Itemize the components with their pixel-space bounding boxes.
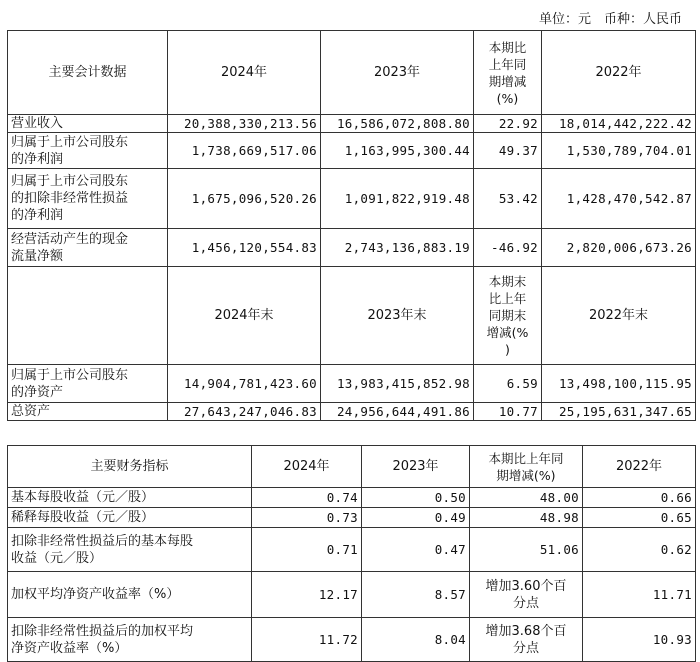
value-change <box>470 528 583 572</box>
row-label-line: 稀释每股收益（元／股） <box>11 510 155 525</box>
key-accounting-data-table <box>7 30 696 421</box>
row-label-line: 扣除非经常性损益后的加权平均 <box>11 623 194 639</box>
value-2023: 8.04 <box>362 618 470 662</box>
change-line: 51.06 <box>539 542 579 557</box>
value-change: -46.92 <box>474 229 542 267</box>
header-2024: 2024年 <box>168 31 321 115</box>
row-label <box>8 115 168 133</box>
value-change: 6.59 <box>474 365 542 403</box>
change-line: 48.98 <box>539 510 579 525</box>
value-2022: 18,014,442,222.42 <box>542 115 696 133</box>
row-label-line: 的净资产 <box>11 384 64 400</box>
value-2023: 0.47 <box>362 528 470 572</box>
value-2022: 0.62 <box>583 528 696 572</box>
value-2023: 2,743,136,883.19 <box>321 229 474 267</box>
table-row <box>8 508 696 528</box>
change-line: 分点 <box>512 595 539 611</box>
value-2024: 1,738,669,517.06 <box>168 133 321 169</box>
key-financial-indicators-table <box>7 445 696 662</box>
value-2023: 16,586,072,808.80 <box>321 115 474 133</box>
table-row <box>8 133 696 169</box>
unit-currency-note: 单位：元 币种：人民币 <box>538 12 682 27</box>
value-2023: 13,983,415,852.98 <box>321 365 474 403</box>
subheader-change-line: ) <box>505 342 510 357</box>
value-change <box>470 618 583 662</box>
row-label-line: 的扣除非经常性损益 <box>11 191 129 206</box>
row-label-line: 收益（元／股） <box>11 550 103 566</box>
subheader-2022: 2022年末 <box>542 267 696 365</box>
row-label-line: 营业收入 <box>11 116 64 131</box>
value-change: 49.37 <box>474 133 542 169</box>
table-row <box>8 403 696 421</box>
value-2024: 1,675,096,520.26 <box>168 169 321 229</box>
row-label-line: 总资产 <box>11 404 51 419</box>
value-change <box>470 572 583 618</box>
row-label-line: 归属于上市公司股东 <box>11 367 129 383</box>
row-label-line: 的净利润 <box>11 208 64 223</box>
header-2022: 2022年 <box>542 31 696 115</box>
row-label <box>8 618 252 662</box>
value-2024: 20,388,330,213.56 <box>168 115 321 133</box>
value-2023: 0.50 <box>362 488 470 508</box>
row-label <box>8 133 168 169</box>
value-2024: 11.72 <box>252 618 362 662</box>
row-label <box>8 488 252 508</box>
row-label-line: 归属于上市公司股东 <box>11 174 129 189</box>
value-2022: 10.93 <box>583 618 696 662</box>
value-2024: 0.74 <box>252 488 362 508</box>
row-label-line: 经营活动产生的现金 <box>11 231 129 247</box>
change-line: 48.00 <box>539 490 579 505</box>
table-row <box>8 169 696 229</box>
header-2024: 2024年 <box>252 446 362 488</box>
header-2023: 2023年 <box>362 446 470 488</box>
table-row <box>8 365 696 403</box>
header-change-line: 本期比上年同 <box>488 450 564 466</box>
subheader-change-line: 本期末 <box>488 274 527 289</box>
value-2023: 8.57 <box>362 572 470 618</box>
value-2022: 0.66 <box>583 488 696 508</box>
row-label <box>8 508 252 528</box>
value-2023: 0.49 <box>362 508 470 528</box>
change-line: 增加3.68个百 <box>485 623 567 639</box>
subheader-2024: 2024年末 <box>168 267 321 365</box>
subheader-2023: 2023年末 <box>321 267 474 365</box>
table2-header-row <box>8 446 696 488</box>
value-change <box>470 488 583 508</box>
value-2022: 25,195,631,347.65 <box>542 403 696 421</box>
header-label: 主要财务指标 <box>8 446 252 488</box>
value-2024: 0.71 <box>252 528 362 572</box>
value-change <box>470 508 583 528</box>
subheader-change-line: 比上年 <box>488 291 527 306</box>
header-change <box>474 31 542 115</box>
value-2022: 13,498,100,115.95 <box>542 365 696 403</box>
row-label-line: 基本每股收益（元／股） <box>11 490 155 505</box>
value-2024: 12.17 <box>252 572 362 618</box>
value-change: 22.92 <box>474 115 542 133</box>
value-2024: 14,904,781,423.60 <box>168 365 321 403</box>
value-2023: 24,956,644,491.86 <box>321 403 474 421</box>
value-2024: 1,456,120,554.83 <box>168 229 321 267</box>
value-change: 53.42 <box>474 169 542 229</box>
header-change-line: 上年同 <box>488 56 527 72</box>
value-2022: 0.65 <box>583 508 696 528</box>
row-label-line: 扣除非经常性损益后的基本每股 <box>11 533 194 549</box>
row-label <box>8 572 252 618</box>
header-change-line: 本期比 <box>488 39 527 55</box>
value-2024: 0.73 <box>252 508 362 528</box>
row-label <box>8 403 168 421</box>
subheader-label <box>8 267 168 365</box>
header-2023: 2023年 <box>321 31 474 115</box>
value-2023: 1,163,995,300.44 <box>321 133 474 169</box>
row-label <box>8 229 168 267</box>
row-label-line: 的净利润 <box>11 151 64 167</box>
value-2022: 1,530,789,704.01 <box>542 133 696 169</box>
row-label <box>8 365 168 403</box>
value-2024: 27,643,247,046.83 <box>168 403 321 421</box>
table-row <box>8 572 696 618</box>
row-label-line: 流量净额 <box>11 248 64 264</box>
row-label-line: 加权平均净资产收益率（%） <box>11 587 180 602</box>
table-row <box>8 618 696 662</box>
table-row <box>8 488 696 508</box>
change-line: 增加3.60个百 <box>485 578 567 594</box>
table1-subheader-row <box>8 267 696 365</box>
subheader-change <box>474 267 542 365</box>
value-2022: 1,428,470,542.87 <box>542 169 696 229</box>
table-row <box>8 229 696 267</box>
row-label <box>8 169 168 229</box>
value-2022: 2,820,006,673.26 <box>542 229 696 267</box>
row-label <box>8 528 252 572</box>
table1-header-row <box>8 31 696 115</box>
header-2022: 2022年 <box>583 446 696 488</box>
change-line: 分点 <box>512 640 539 656</box>
value-2023: 1,091,822,919.48 <box>321 169 474 229</box>
table-row <box>8 528 696 572</box>
row-label-line: 净资产收益率（%） <box>11 640 128 656</box>
header-change-line: 期增减 <box>488 73 527 89</box>
row-label-line: 归属于上市公司股东 <box>11 134 129 150</box>
subheader-change-line: 同期末 <box>488 308 527 323</box>
header-change <box>470 446 583 488</box>
table-row <box>8 115 696 133</box>
value-change: 10.77 <box>474 403 542 421</box>
header-change-line: 期增减(%) <box>496 467 556 483</box>
value-2022: 11.71 <box>583 572 696 618</box>
subheader-change-line: 增减(% <box>486 325 529 340</box>
header-change-line: (%) <box>496 90 519 106</box>
header-label: 主要会计数据 <box>8 31 168 115</box>
